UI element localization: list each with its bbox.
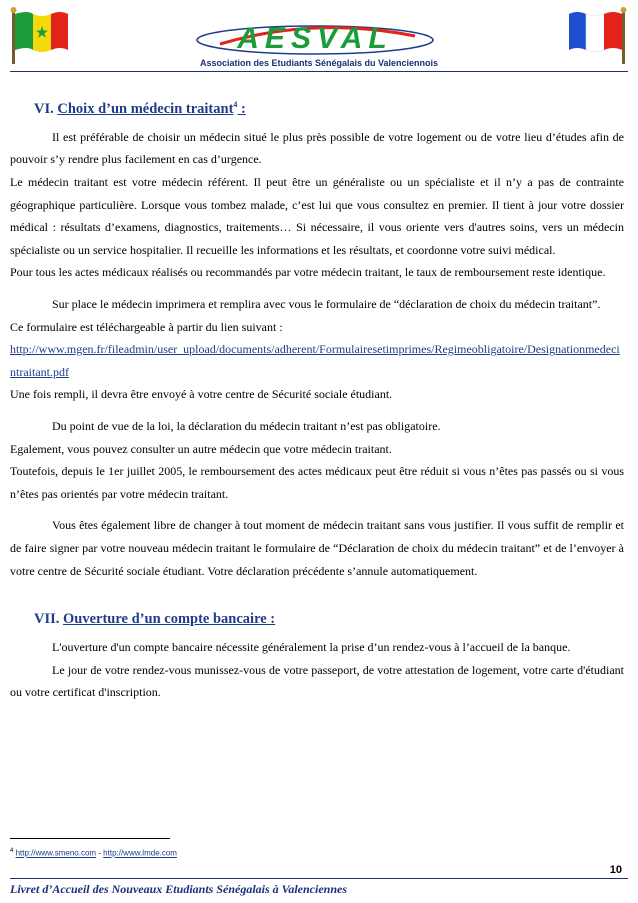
paragraph: Du point de vue de la loi, la déclaration du médecin traitant n’est pas obligatoire.	[52, 418, 441, 433]
footnote-link-lmde[interactable]: http://www.lmde.com	[103, 848, 177, 858]
section-colon: :	[237, 100, 246, 117]
paragraph: Egalement, vous pouvez consulter un autre médecin que votre médecin traitant.	[10, 441, 392, 456]
paragraph: L'ouverture d'un compte bancaire nécessite généralement la prise d’un rendez-vous à l’accueil de la banque.	[52, 640, 571, 655]
footnote	[10, 848, 177, 858]
section-heading-vi	[10, 92, 624, 122]
paragraph: Vous êtes également libre de changer à tout moment de médecin traitant sans vous justifier. Il vous suffit de remplir et de faire signer par votre nouveau médecin traitant le formulaire de “Déclaration de choix du médecin traitant” et de l’envoyer à votre centre de Sécurité sociale étudiant. Votre déclaration précédente s’annule automatiquement.	[10, 518, 624, 578]
footnote-rule	[10, 838, 170, 839]
form-link-paragraph	[10, 338, 624, 383]
section-heading-vii	[10, 606, 624, 632]
paragraph: Le jour de votre rendez-vous munissez-vous de votre passeport, de votre attestation de logement, votre carte d'étudiant ou votre certificat d'inscription.	[10, 662, 624, 700]
senegal-flag-icon	[8, 6, 70, 64]
page-footer: Livret d’Accueil des Nouveaux Etudiants Sénégalais à Valenciennes	[10, 882, 348, 896]
section-number: VII.	[34, 611, 60, 628]
paragraph: Toutefois, depuis le 1er juillet 2005, le remboursement des actes médicaux peut être réduit si vous n’êtes pas passés ou si vous n’êtes pas orientés par votre médecin traitant.	[10, 464, 624, 501]
form-download-link[interactable]: http://www.mgen.fr/fileadmin/user_upload/documents/adherent/Formulairesetimprimes/Regimeobligatoire/Designationmedecintraitant.pdf	[10, 342, 620, 379]
footnote-ref[interactable]: 4	[233, 100, 238, 109]
section-title: Ouverture d’un compte bancaire :	[63, 611, 276, 628]
footer-rule	[10, 878, 628, 879]
aesval-logo	[190, 14, 440, 58]
paragraph: Ce formulaire est téléchargeable à partir du lien suivant :	[10, 319, 283, 334]
paragraph: Sur place le médecin imprimera et remplira avec vous le formulaire de “déclaration de choix du médecin traitant”.	[52, 296, 601, 311]
paragraph: Le médecin traitant est votre médecin référent. Il peut être un généraliste ou un spécialiste et il n’y a pas de contrainte géographique particulière. Lorsque vous tombez malade, c’est lui que vous consultez en premier. Il tient à jour votre dossier médical : résultats d’examens, diagnostics, traitements… Si nécessaire, il vous oriente vers d'autres soins, vers un médecin spécialiste ou un service hospitalier. Il recueille les informations et les résultats, et coordonne votre suivi médical.	[10, 175, 624, 257]
paragraph: Pour tous les actes médicaux réalisés ou recommandés par votre médecin traitant, le taux de remboursement reste identique.	[10, 265, 606, 280]
paragraph: Il est préférable de choisir un médecin situé le plus près possible de votre logement ou de votre lieu d’études afin de pouvoir s’y rendre plus facilement en cas d’urgence.	[10, 129, 624, 167]
section-title: Choix d’un médecin traitant	[57, 100, 234, 117]
france-flag-icon	[567, 6, 629, 64]
page-number: 10	[609, 864, 622, 876]
header-rule	[10, 71, 628, 72]
main-content	[10, 92, 624, 704]
logo-text: AESVAL	[237, 22, 393, 55]
footnote-separator: -	[96, 848, 104, 858]
footnote-number: 4	[10, 848, 14, 854]
paragraph: Une fois rempli, il devra être envoyé à votre centre de Sécurité sociale étudiant.	[10, 387, 393, 402]
association-name: Association des Etudiants Sénégalais du Valenciennois	[199, 58, 439, 68]
section-number: VI.	[34, 100, 54, 117]
page-header	[0, 0, 638, 78]
footnote-link-smeno[interactable]: http://www.smeno.com	[15, 848, 97, 858]
